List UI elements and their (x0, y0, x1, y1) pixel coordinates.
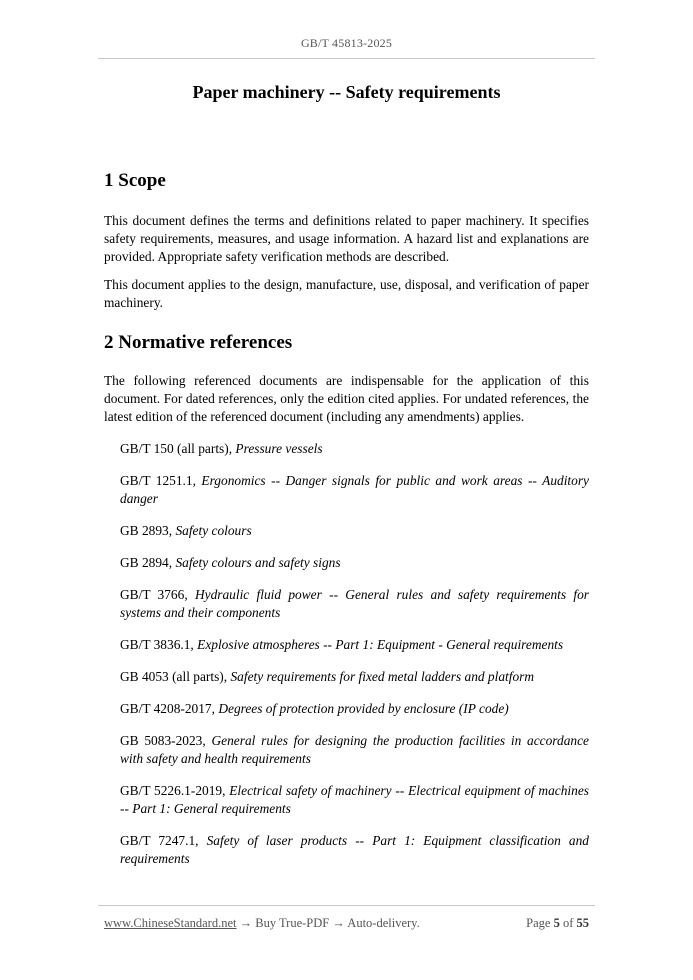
reference-title: Safety of laser products -- Part 1: Equipment classification and requirements (120, 833, 589, 866)
reference-item (120, 668, 589, 686)
reference-item (120, 586, 589, 622)
reference-code: GB 4053 (all parts), (120, 669, 231, 684)
reference-item (120, 832, 589, 868)
scope-paragraph-2: This document applies to the design, manufacture, use, disposal, and verification of paper machinery. (104, 277, 589, 310)
section-heading-scope: 1 Scope (104, 170, 166, 191)
reference-code: GB/T 4208-2017, (120, 701, 219, 716)
references-intro: The following referenced documents are indispensable for the application of this document. For dated references, only the edition cited applies. For undated references, the latest edition of the referenced document (including any amendments) applies. (104, 373, 589, 424)
of-label: of (562, 916, 574, 930)
reference-item (120, 522, 589, 540)
reference-title: General rules for designing the production facilities in accordance with safety and health requirements (120, 733, 589, 766)
current-page-number: 5 (553, 916, 560, 930)
reference-code: GB/T 3836.1, (120, 637, 198, 652)
reference-code: GB/T 7247.1, (120, 833, 207, 848)
auto-delivery-text: Auto-delivery. (344, 916, 420, 930)
total-pages: 55 (576, 916, 589, 930)
reference-title: Safety colours and safety signs (175, 555, 341, 570)
arrow-right-icon: → (332, 916, 345, 930)
reference-code: GB/T 1251.1, (120, 473, 202, 488)
reference-code: GB/T 150 (all parts), (120, 441, 236, 456)
page-footer (104, 916, 589, 931)
reference-title: Safety requirements for fixed metal ladders and platform (230, 669, 535, 684)
document-body (104, 168, 589, 868)
reference-title: Electrical safety of machinery -- Electrical equipment of machines -- Part 1: General requirements (120, 783, 589, 816)
reference-item (120, 732, 589, 768)
reference-code: GB 2893, (120, 523, 176, 538)
reference-item (120, 636, 589, 654)
reference-list (104, 440, 589, 868)
reference-title: Explosive atmospheres -- Part 1: Equipment - General requirements (197, 637, 564, 652)
footer-links (104, 916, 420, 931)
reference-item (120, 700, 589, 718)
reference-item (120, 554, 589, 572)
reference-code: GB/T 5226.1-2019, (120, 783, 230, 798)
section-heading-normative-references: 2 Normative references (104, 332, 293, 353)
arrow-right-icon: → (239, 916, 253, 930)
reference-title: Degrees of protection provided by enclosure (IP code) (218, 701, 509, 716)
reference-title: Safety colours (175, 523, 252, 538)
page-counter (526, 916, 589, 931)
reference-item (120, 782, 589, 818)
reference-code: GB 2894, (120, 555, 176, 570)
buy-true-pdf-text: Buy True-PDF (252, 916, 333, 930)
page-label: Page (526, 916, 551, 930)
reference-title: Ergonomics -- Danger signals for public and work areas -- Auditory danger (120, 473, 589, 506)
reference-code: GB/T 3766, (120, 587, 195, 602)
reference-item (120, 472, 589, 508)
document-title: Paper machinery -- Safety requirements (192, 82, 501, 102)
footer-divider (98, 905, 595, 906)
site-link[interactable]: www.ChineseStandard.net (104, 916, 237, 930)
reference-item (120, 440, 589, 458)
scope-paragraph-1: This document defines the terms and definitions related to paper machinery. It specifies safety requirements, measures, and usage information. A hazard list and explanations are provided. Appropriate safety verification methods are described. (104, 213, 589, 264)
header-divider (98, 58, 595, 59)
page-header: GB/T 45813-2025 (300, 36, 393, 50)
reference-code: GB 5083-2023, (120, 733, 212, 748)
reference-title: Hydraulic fluid power -- General rules and safety requirements for systems and their components (120, 587, 589, 620)
reference-title: Pressure vessels (235, 441, 323, 456)
